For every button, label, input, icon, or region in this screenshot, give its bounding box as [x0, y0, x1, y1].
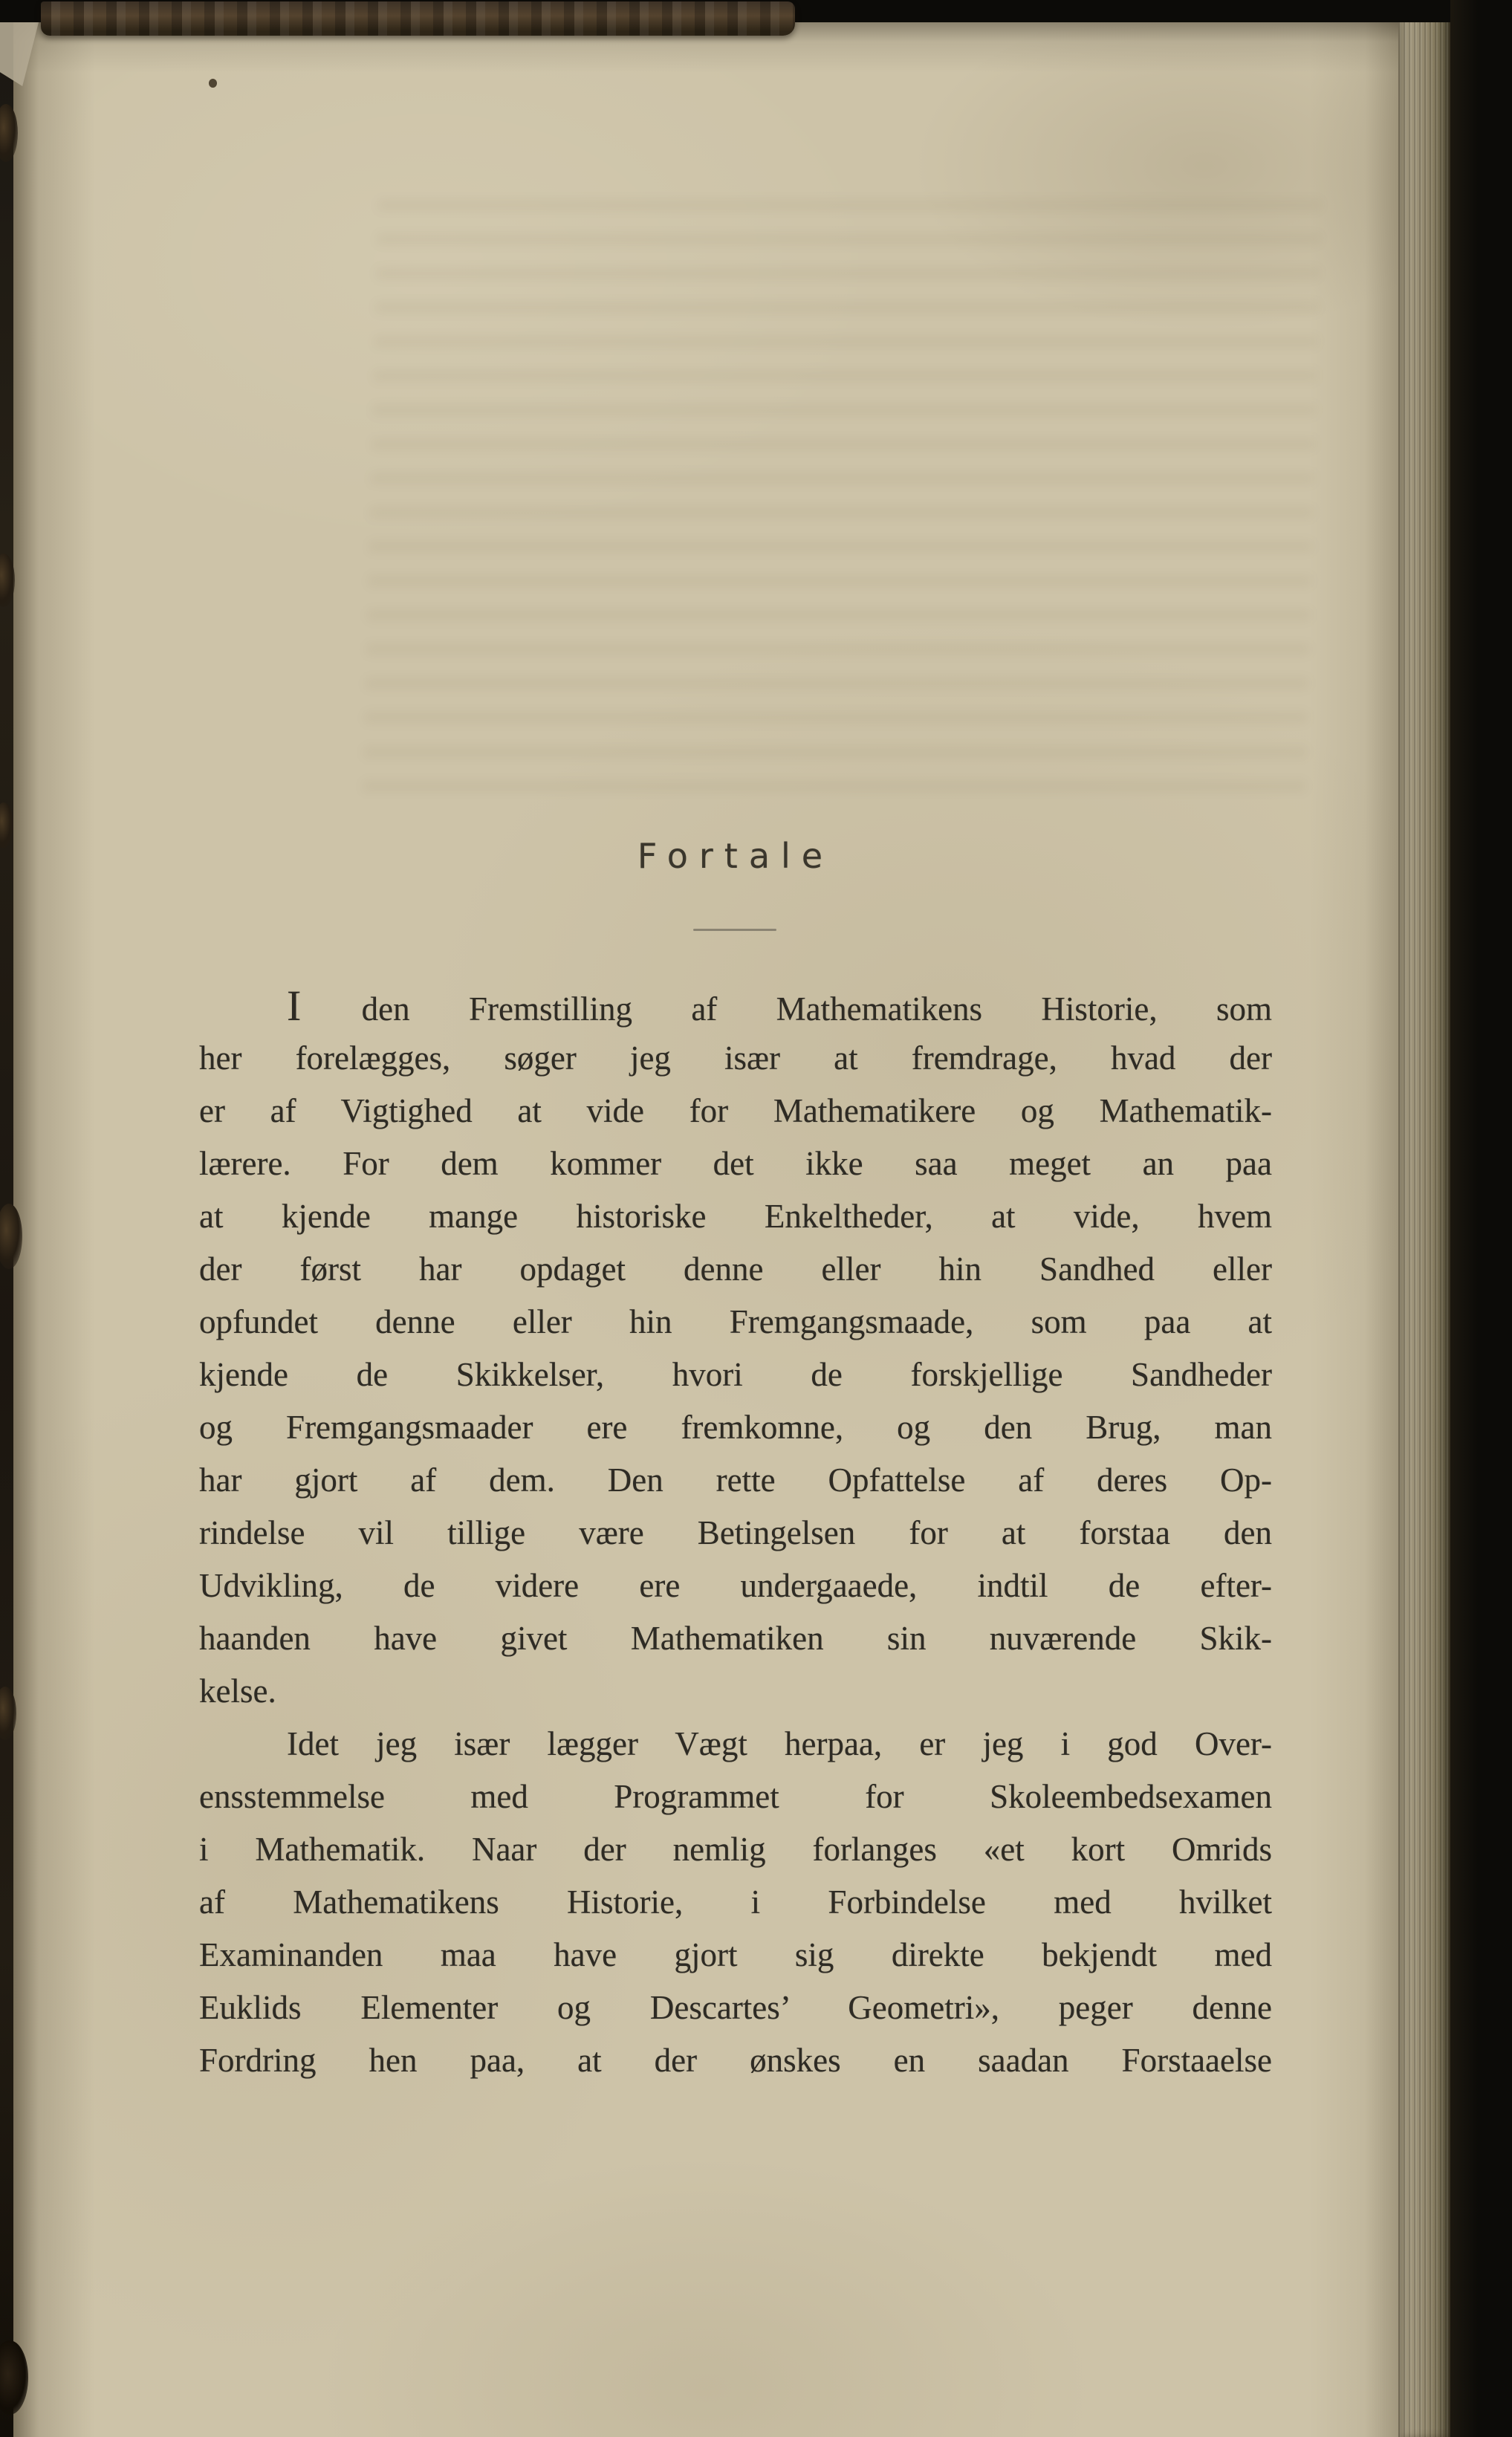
text-line: kjende de Skikkelser, hvori de forskjellige Sandheder [199, 1356, 1272, 1393]
text-block [199, 979, 1272, 2087]
text-line: at kjende mange historiske Enkeltheder, at vide, hvem [199, 1198, 1272, 1235]
initial-capital: I [287, 981, 303, 1030]
text-line: Euklids Elementer og Descartes’ Geometri», peger denne [199, 1989, 1272, 2026]
book-cover-edge [41, 1, 795, 36]
reverse-side-show-through [362, 199, 1321, 808]
text-line: opfundet denne eller hin Fremgangsmaade, som paa at [199, 1303, 1272, 1340]
book-page [13, 21, 1398, 2437]
text-line: der først har opdaget denne eller hin Sandhed eller [199, 1250, 1272, 1288]
text-line: Idet jeg især lægger Vægt herpaa, er jeg i god Over- [287, 1725, 1272, 1762]
text-line: i Mathematik. Naar der nemlig forlanges «et kort Omrids [199, 1831, 1272, 1868]
text-line: har gjort af dem. Den rette Opfattelse af deres Op- [199, 1461, 1272, 1499]
page-title: Fortale [637, 836, 834, 876]
text-line: I den Fremstilling af Mathematikens Historie, som [287, 981, 1272, 1030]
text-line: ensstemmelse med Programmet for Skoleembedsexamen [199, 1778, 1272, 1815]
title-divider [693, 929, 776, 931]
text-line: af Mathematikens Historie, i Forbindelse med hvilket [199, 1883, 1272, 1921]
text-line: kelse. [199, 1672, 276, 1710]
text-line: rindelse vil tillige være Betingelsen for at forstaa den [199, 1514, 1272, 1551]
paragraph [199, 979, 1272, 1718]
text-line: Udvikling, de videre ere undergaaede, indtil de efter- [199, 1567, 1272, 1604]
paper-speck [209, 79, 217, 88]
text-line: Fordring hen paa, at der ønskes en saadan Forstaaelse [199, 2042, 1272, 2079]
text-line: haanden have givet Mathematiken sin nuværende Skik- [199, 1620, 1272, 1657]
text-line: er af Vigtighed at vide for Mathematikere og Mathematik- [199, 1092, 1272, 1129]
text-line: lærere. For dem kommer det ikke saa meget an paa [199, 1145, 1272, 1182]
text-line: her forelægges, søger jeg især at fremdrage, hvad der [199, 1039, 1272, 1077]
text-line: og Fremgangsmaader ere fremkomne, og den Brug, man [199, 1409, 1272, 1446]
scan-background-right [1450, 0, 1512, 2437]
text-line: Examinanden maa have gjort sig direkte bekjendt med [199, 1936, 1272, 1973]
paragraph [199, 1718, 1272, 2087]
page-stack-fore-edge [1398, 0, 1450, 2437]
